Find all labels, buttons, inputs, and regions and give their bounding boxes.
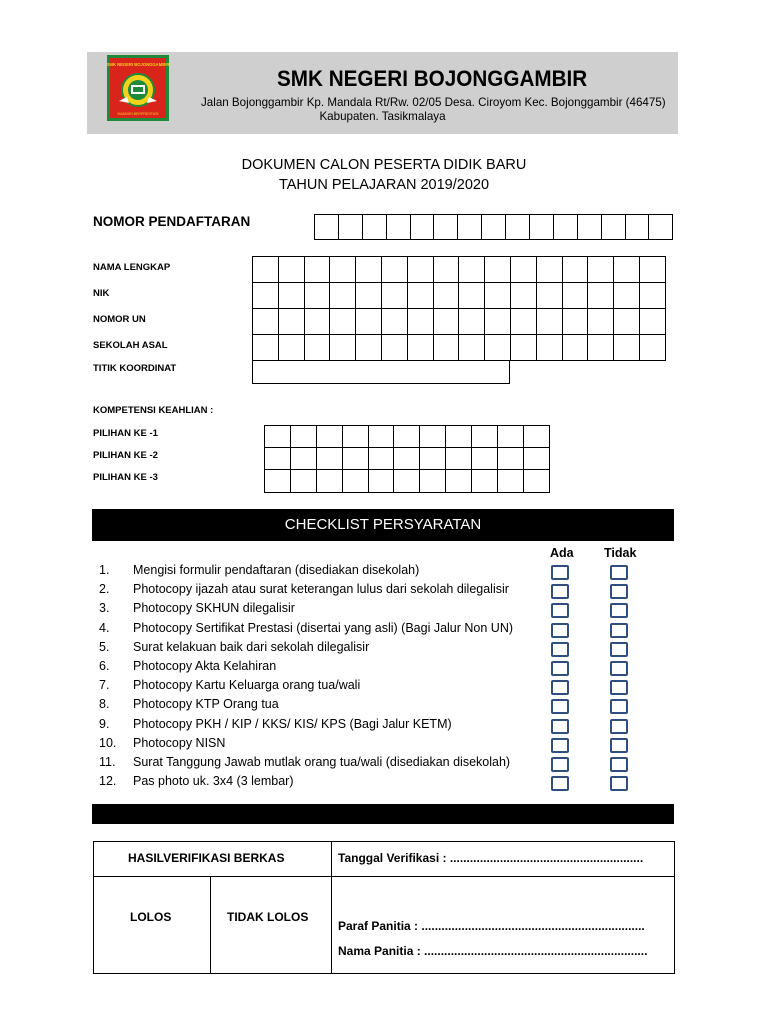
input-box[interactable] xyxy=(482,214,506,240)
input-box[interactable] xyxy=(434,282,460,309)
input-box[interactable] xyxy=(394,469,420,493)
checklist-item-number: 7. xyxy=(99,678,110,693)
input-box[interactable] xyxy=(506,214,530,240)
ada-checkbox[interactable] xyxy=(551,757,569,772)
input-box[interactable] xyxy=(434,308,460,335)
input-box[interactable] xyxy=(602,214,626,240)
checklist-footer-bar xyxy=(92,804,674,824)
checklist-item-number: 5. xyxy=(99,639,110,654)
checklist-item-number: 6. xyxy=(99,659,110,673)
input-box[interactable] xyxy=(563,282,589,309)
input-box[interactable] xyxy=(485,334,511,361)
input-box[interactable] xyxy=(343,447,369,470)
tidak-checkbox[interactable] xyxy=(610,642,628,657)
input-box[interactable] xyxy=(485,256,511,283)
input-box[interactable] xyxy=(434,334,460,361)
input-box[interactable] xyxy=(330,308,356,335)
tidak-checkbox[interactable] xyxy=(610,719,628,734)
input-box[interactable] xyxy=(446,425,472,448)
hasil-verifikasi-label: HASILVERIFIKASI BERKAS xyxy=(128,851,285,865)
input-box[interactable] xyxy=(459,256,485,283)
input-box[interactable] xyxy=(356,308,382,335)
input-box[interactable] xyxy=(253,334,279,361)
tidak-checkbox[interactable] xyxy=(610,623,628,638)
input-box[interactable] xyxy=(588,334,614,361)
input-box[interactable] xyxy=(291,447,317,470)
logo-bottom-text: MANDIRI BERPRESTASI xyxy=(117,112,159,116)
checklist-item-number: 2. xyxy=(99,582,110,597)
input-box[interactable] xyxy=(408,256,434,283)
tanggal-verifikasi-field[interactable]: Tanggal Verifikasi : .......................................................... xyxy=(338,851,644,865)
paraf-panitia-field[interactable]: Paraf Panitia : ................................................................... xyxy=(338,919,645,933)
input-box[interactable] xyxy=(317,447,343,470)
input-box[interactable] xyxy=(420,447,446,470)
nik-label: NIK xyxy=(93,288,110,299)
nik-boxes[interactable] xyxy=(252,282,666,309)
school-header xyxy=(87,52,678,134)
input-box[interactable] xyxy=(640,334,666,361)
col-ada: Ada xyxy=(550,546,574,560)
pilihan1-label: PILIHAN KE -1 xyxy=(93,428,158,439)
input-box[interactable] xyxy=(330,282,356,309)
school-regency: Kabupaten. Tasikmalaya xyxy=(319,110,446,123)
input-box[interactable] xyxy=(253,256,279,283)
input-box[interactable] xyxy=(382,334,408,361)
input-box[interactable] xyxy=(305,256,331,283)
input-box[interactable] xyxy=(330,256,356,283)
input-box[interactable] xyxy=(279,334,305,361)
input-box[interactable] xyxy=(511,256,537,283)
input-box[interactable] xyxy=(472,469,498,493)
checklist-item-number: 4. xyxy=(99,620,110,635)
input-box[interactable] xyxy=(339,214,363,240)
input-box[interactable] xyxy=(279,308,305,335)
checklist-item-number: 1. xyxy=(99,563,110,577)
input-box[interactable] xyxy=(554,214,578,240)
input-box[interactable] xyxy=(614,334,640,361)
input-box[interactable] xyxy=(434,214,458,240)
input-box[interactable] xyxy=(524,425,550,448)
input-box[interactable] xyxy=(363,214,387,240)
input-box[interactable] xyxy=(253,308,279,335)
ada-checkbox[interactable] xyxy=(551,603,569,618)
input-box[interactable] xyxy=(387,214,411,240)
input-box[interactable] xyxy=(446,447,472,470)
input-box[interactable] xyxy=(382,282,408,309)
input-box[interactable] xyxy=(434,256,460,283)
lolos-option[interactable]: LOLOS xyxy=(130,910,172,924)
tidak-checkbox[interactable] xyxy=(610,565,628,580)
ada-checkbox[interactable] xyxy=(551,719,569,734)
input-box[interactable] xyxy=(394,425,420,448)
input-box[interactable] xyxy=(649,214,673,240)
pilihan3-label: PILIHAN KE -3 xyxy=(93,472,158,483)
input-box[interactable] xyxy=(459,308,485,335)
input-box[interactable] xyxy=(420,469,446,493)
input-box[interactable] xyxy=(369,425,395,448)
pilihan2-boxes[interactable] xyxy=(264,447,550,470)
input-box[interactable] xyxy=(498,447,524,470)
input-box[interactable] xyxy=(563,334,589,361)
input-box[interactable] xyxy=(382,256,408,283)
checklist-item-text: Mengisi formulir pendaftaran (disediakan disekolah) xyxy=(133,563,420,577)
ada-checkbox[interactable] xyxy=(551,565,569,580)
input-box[interactable] xyxy=(408,282,434,309)
input-box[interactable] xyxy=(458,214,482,240)
sekolah-asal-label: SEKOLAH ASAL xyxy=(93,340,168,351)
checklist-header-bar xyxy=(92,509,674,541)
tidak-checkbox[interactable] xyxy=(610,699,628,714)
input-box[interactable] xyxy=(498,469,524,493)
checklist-item-text: Surat Tanggung Jawab mutlak orang tua/wali (disediakan disekolah) xyxy=(133,755,511,769)
input-box[interactable] xyxy=(511,334,537,361)
ada-checkbox[interactable] xyxy=(551,642,569,657)
nomor-pendaftaran-label: NOMOR PENDAFTARAN xyxy=(93,214,251,229)
input-box[interactable] xyxy=(563,256,589,283)
input-box[interactable] xyxy=(305,308,331,335)
nomor-un-boxes[interactable] xyxy=(252,308,666,335)
input-box[interactable] xyxy=(356,334,382,361)
nomor-pendaftaran-boxes[interactable] xyxy=(314,214,673,240)
titik-koordinat-label: TITIK KOORDINAT xyxy=(93,363,177,374)
tidak-checkbox[interactable] xyxy=(610,603,628,618)
input-box[interactable] xyxy=(485,308,511,335)
input-box[interactable] xyxy=(640,308,666,335)
pilihan2-label: PILIHAN KE -2 xyxy=(93,450,158,461)
input-box[interactable] xyxy=(408,334,434,361)
input-box[interactable] xyxy=(369,447,395,470)
input-box[interactable] xyxy=(563,308,589,335)
input-box[interactable] xyxy=(279,256,305,283)
checklist-item-text: Pas photo uk. 3x4 (3 lembar) xyxy=(133,774,294,789)
checklist-item-text: Photocopy Kartu Keluarga orang tua/wali xyxy=(133,678,361,693)
input-box[interactable] xyxy=(317,469,343,493)
input-box[interactable] xyxy=(640,282,666,309)
input-box[interactable] xyxy=(537,282,563,309)
sekolah-asal-boxes[interactable] xyxy=(252,334,666,361)
tidak-checkbox[interactable] xyxy=(610,776,628,791)
input-box[interactable] xyxy=(317,425,343,448)
input-box[interactable] xyxy=(265,425,291,448)
input-box[interactable] xyxy=(588,282,614,309)
input-box[interactable] xyxy=(356,282,382,309)
input-box[interactable] xyxy=(614,256,640,283)
input-box[interactable] xyxy=(537,256,563,283)
checklist-item-text: Photocopy Sertifikat Prestasi (disertai yang asli) (Bagi Jalur Non UN) xyxy=(133,620,514,635)
input-box[interactable] xyxy=(459,334,485,361)
input-box[interactable] xyxy=(265,469,291,493)
verification-table xyxy=(93,841,675,974)
checklist-item-text: Photocopy SKHUN dilegalisir xyxy=(133,601,295,616)
ada-checkbox[interactable] xyxy=(551,623,569,638)
input-box[interactable] xyxy=(524,447,550,470)
input-box[interactable] xyxy=(472,425,498,448)
tidak-checkbox[interactable] xyxy=(610,757,628,772)
input-box[interactable] xyxy=(369,469,395,493)
input-box[interactable] xyxy=(530,214,554,240)
ada-checkbox[interactable] xyxy=(551,699,569,714)
checklist-item-number: 8. xyxy=(99,697,110,712)
ada-checkbox[interactable] xyxy=(551,776,569,791)
checklist-item-text: Photocopy Akta Kelahiran xyxy=(133,659,277,673)
checklist-item-text: Photocopy PKH / KIP / KKS/ KIS/ KPS (Bagi Jalur KETM) xyxy=(133,716,452,731)
input-box[interactable] xyxy=(446,469,472,493)
ada-checkbox[interactable] xyxy=(551,680,569,695)
input-box[interactable] xyxy=(485,282,511,309)
titik-koordinat-field[interactable] xyxy=(252,360,510,384)
input-box[interactable] xyxy=(459,282,485,309)
input-box[interactable] xyxy=(253,282,279,309)
checklist-item-text: Photocopy NISN xyxy=(133,735,226,750)
checklist-item-text: Photocopy ijazah atau surat keterangan lulus dari sekolah dilegalisir xyxy=(133,582,509,597)
input-box[interactable] xyxy=(588,256,614,283)
ada-checkbox[interactable] xyxy=(551,584,569,599)
checklist-item-text: Photocopy KTP Orang tua xyxy=(133,697,279,712)
checklist-item-text: Surat kelakuan baik dari sekolah dilegalisir xyxy=(133,639,370,654)
tidak-checkbox[interactable] xyxy=(610,738,628,753)
input-box[interactable] xyxy=(588,308,614,335)
input-box[interactable] xyxy=(356,256,382,283)
input-box[interactable] xyxy=(614,308,640,335)
input-box[interactable] xyxy=(279,282,305,309)
input-box[interactable] xyxy=(524,469,550,493)
pilihan3-boxes[interactable] xyxy=(264,469,550,493)
tidak-checkbox[interactable] xyxy=(610,661,628,676)
input-box[interactable] xyxy=(498,425,524,448)
input-box[interactable] xyxy=(343,425,369,448)
school-name: SMK NEGERI BOJONGGAMBIR xyxy=(277,66,588,91)
checklist-item-number: 12. xyxy=(99,774,117,789)
checklist-item-number: 10. xyxy=(99,735,117,750)
logo-top-text: SMK NEGERI BOJONGGAMBIR xyxy=(107,62,169,67)
checklist-item-number: 9. xyxy=(99,716,110,731)
nama-panitia-field[interactable]: Nama Panitia : ................................................................... xyxy=(338,944,648,958)
school-address: Jalan Bojonggambir Kp. Mandala Rt/Rw. 02/05 Desa. Ciroyom Kec. Bojonggambir (46475) xyxy=(201,96,666,109)
input-box[interactable] xyxy=(305,334,331,361)
input-box[interactable] xyxy=(305,282,331,309)
checklist-item-number: 11. xyxy=(99,755,116,769)
checklist-title: CHECKLIST PERSYARATAN xyxy=(284,516,482,533)
input-box[interactable] xyxy=(537,334,563,361)
input-box[interactable] xyxy=(511,308,537,335)
tidak-checkbox[interactable] xyxy=(610,680,628,695)
input-box[interactable] xyxy=(330,334,356,361)
tidak-checkbox[interactable] xyxy=(610,584,628,599)
input-box[interactable] xyxy=(315,214,339,240)
nama-lengkap-label: NAMA LENGKAP xyxy=(93,262,171,273)
input-box[interactable] xyxy=(626,214,650,240)
input-box[interactable] xyxy=(343,469,369,493)
document-year: TAHUN PELAJARAN 2019/2020 xyxy=(278,177,490,193)
nama-lengkap-boxes[interactable] xyxy=(252,256,666,283)
input-box[interactable] xyxy=(472,447,498,470)
input-box[interactable] xyxy=(382,308,408,335)
kompetensi-label: KOMPETENSI KEAHLIAN : xyxy=(93,405,214,416)
checklist-item-number: 3. xyxy=(99,601,110,616)
ada-checkbox[interactable] xyxy=(551,738,569,753)
input-box[interactable] xyxy=(394,447,420,470)
input-box[interactable] xyxy=(640,256,666,283)
document-title: DOKUMEN CALON PESERTA DIDIK BARU xyxy=(241,157,527,173)
ada-checkbox[interactable] xyxy=(551,661,569,676)
tidak-lolos-option[interactable]: TIDAK LOLOS xyxy=(227,910,309,924)
input-box[interactable] xyxy=(411,214,435,240)
col-tidak: Tidak xyxy=(604,546,637,560)
input-box[interactable] xyxy=(420,425,446,448)
input-box[interactable] xyxy=(537,308,563,335)
input-box[interactable] xyxy=(291,425,317,448)
input-box[interactable] xyxy=(265,447,291,470)
input-box[interactable] xyxy=(408,308,434,335)
input-box[interactable] xyxy=(578,214,602,240)
nomor-un-label: NOMOR UN xyxy=(93,314,146,325)
pilihan1-boxes[interactable] xyxy=(264,425,550,448)
input-box[interactable] xyxy=(291,469,317,493)
input-box[interactable] xyxy=(511,282,537,309)
input-box[interactable] xyxy=(614,282,640,309)
